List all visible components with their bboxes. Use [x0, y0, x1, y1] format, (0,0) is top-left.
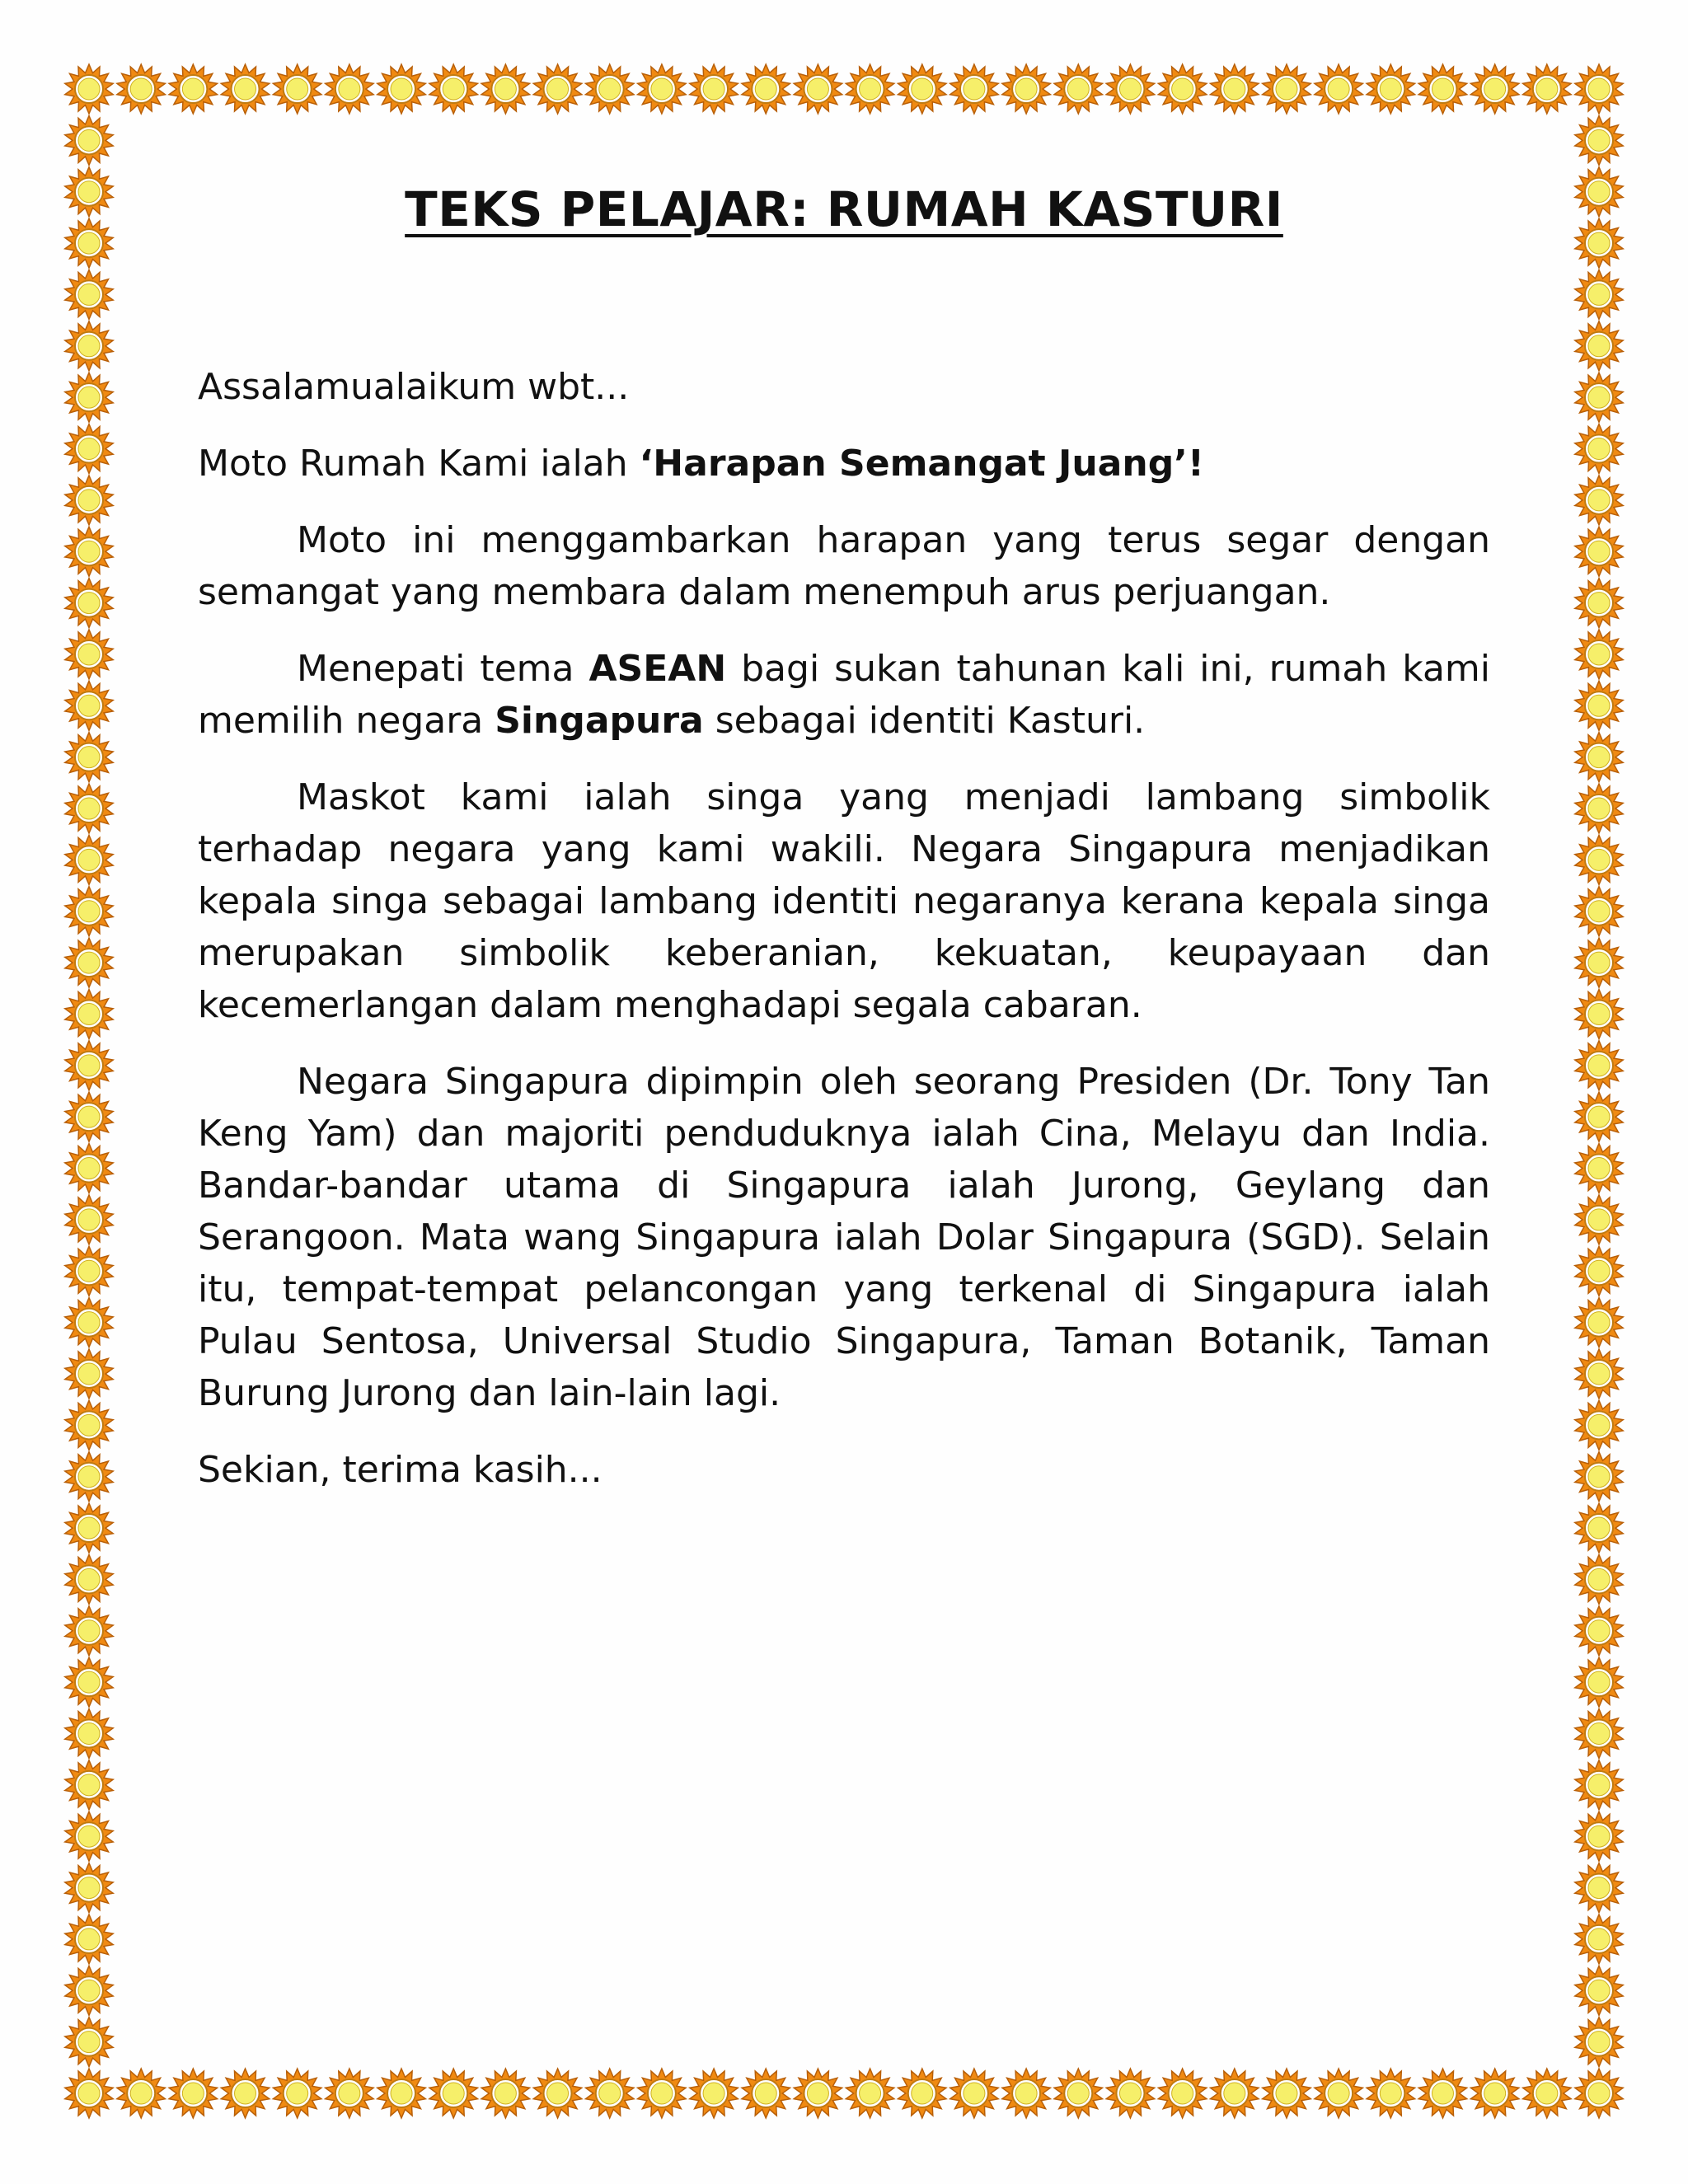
sunflower-icon: [65, 681, 113, 730]
sunflower-icon: [1575, 579, 1623, 628]
sunflower-icon: [169, 2069, 218, 2118]
greeting: Assalamualaikum wbt...: [198, 366, 630, 408]
document-body: [198, 181, 1490, 1521]
sunflower-icon: [1575, 1554, 1623, 1604]
sunflower-icon: [65, 115, 113, 165]
sunflower-icon: [65, 887, 113, 936]
sunflower-icon: [169, 64, 218, 114]
motto-line: [198, 438, 1490, 490]
sunflower-icon: [690, 2069, 738, 2118]
theme-text-3: sebagai identiti Kasturi.: [703, 700, 1146, 742]
sunflower-icon: [533, 2069, 582, 2118]
sunflower-icon: [1002, 2069, 1051, 2118]
sunflower-icon: [65, 1863, 113, 1913]
sunflower-icon: [1106, 2069, 1155, 2118]
sunflower-icon: [1575, 887, 1623, 936]
sunflower-icon: [273, 2069, 321, 2118]
sunflower-icon: [65, 1144, 113, 1193]
closing: Sekian, terima kasih...: [198, 1449, 603, 1491]
sunflower-icon: [1367, 64, 1415, 114]
sunflower-icon: [1575, 1092, 1623, 1141]
sunflower-icon: [1575, 2069, 1623, 2118]
sunflower-icon: [1523, 64, 1572, 114]
sunflower-icon: [950, 64, 999, 114]
sunflower-icon: [1211, 64, 1259, 114]
sunflower-icon: [117, 64, 166, 114]
theme-bold-asean: ASEAN: [588, 648, 727, 690]
sunflower-icon: [65, 784, 113, 833]
sunflower-icon: [533, 64, 582, 114]
sunflower-icon: [898, 64, 947, 114]
sunflower-icon: [1263, 2069, 1311, 2118]
sunflower-icon: [1575, 424, 1623, 474]
sunflower-icon: [1470, 2069, 1519, 2118]
sunflower-icon: [65, 630, 113, 679]
sunflower-icon: [1575, 630, 1623, 679]
sunflower-icon: [1575, 1606, 1623, 1656]
sunflower-icon: [1523, 2069, 1572, 2118]
sunflower-icon: [1470, 64, 1519, 114]
motto-prefix: Moto Rumah Kami ialah: [198, 443, 640, 485]
sunflower-icon: [1158, 64, 1207, 114]
sunflower-icon: [1575, 784, 1623, 833]
sunflower-icon: [586, 2069, 635, 2118]
theme-text-1: Menepati tema: [297, 648, 589, 690]
sunflower-icon: [1575, 835, 1623, 884]
sunflower-icon: [1575, 1709, 1623, 1759]
sunflower-icon: [65, 64, 113, 114]
sunflower-icon: [377, 64, 426, 114]
sunflower-icon: [65, 1606, 113, 1656]
sunflower-icon: [1575, 1298, 1623, 1347]
sunflower-icon: [65, 476, 113, 525]
sunflower-icon: [65, 1503, 113, 1553]
sunflower-icon: [273, 64, 321, 114]
sunflower-icon: [1315, 64, 1363, 114]
paragraph-singapore-facts: Negara Singapura dipimpin oleh seorang Presiden (Dr. Tony Tan Keng Yam) dan majoriti penduduknya ialah Cina, Melayu dan India. Bandar-bandar utama di Singapura ialah Jurong, Geylang dan Serangoon. Mata wang Singapura ialah Dolar Singapura (SGD). Selain itu, tempat-tempat pelancongan yang terkenal di Singapura ialah Pulau Sentosa, Universal Studio Singapura, Taman Botanik, Taman Burung Jurong dan lain-lain lagi.: [198, 1061, 1490, 1414]
theme-text-2: bagi sukan tahunan kali ini, rumah kami memilih negara: [198, 648, 1490, 742]
sunflower-icon: [117, 2069, 166, 2118]
sunflower-icon: [1367, 2069, 1415, 2118]
sunflower-icon: [1575, 373, 1623, 422]
sunflower-icon: [1575, 1246, 1623, 1296]
sunflower-icon: [1575, 64, 1623, 114]
sunflower-icon: [1575, 1195, 1623, 1244]
sunflower-icon: [481, 2069, 530, 2118]
sunflower-icon: [794, 64, 842, 114]
sunflower-icon: [65, 1041, 113, 1090]
sunflower-icon: [65, 167, 113, 217]
sunflower-icon: [1575, 2018, 1623, 2067]
sunflower-icon: [1263, 64, 1311, 114]
sunflower-icon: [65, 1915, 113, 1964]
sunflower-icon: [65, 424, 113, 474]
sunflower-icon: [794, 2069, 842, 2118]
paragraph-theme: [198, 643, 1490, 747]
sunflower-icon: [65, 269, 113, 319]
sunflower-icon: [1575, 269, 1623, 319]
sunflower-icon: [65, 1760, 113, 1810]
sunflower-icon: [1575, 1966, 1623, 2015]
sunflower-icon: [65, 373, 113, 422]
sunflower-icon: [65, 1554, 113, 1604]
sunflower-icon: [377, 2069, 426, 2118]
sunflower-icon: [846, 64, 894, 114]
sunflower-icon: [1575, 476, 1623, 525]
sunflower-icon: [1575, 1503, 1623, 1553]
sunflower-icon: [65, 1452, 113, 1502]
sunflower-icon: [1575, 1760, 1623, 1810]
sunflower-icon: [429, 64, 478, 114]
sunflower-icon: [65, 1092, 113, 1141]
sunflower-icon: [1575, 733, 1623, 782]
sunflower-icon: [898, 2069, 947, 2118]
sunflower-icon: [65, 1349, 113, 1399]
sunflower-icon: [65, 2018, 113, 2067]
sunflower-icon: [1211, 2069, 1259, 2118]
sunflower-icon: [65, 990, 113, 1039]
sunflower-icon: [221, 2069, 270, 2118]
sunflower-icon: [65, 2069, 113, 2118]
sunflower-icon: [1575, 1863, 1623, 1913]
sunflower-icon: [1575, 1041, 1623, 1090]
sunflower-icon: [481, 64, 530, 114]
sunflower-icon: [65, 1195, 113, 1244]
sunflower-icon: [65, 321, 113, 371]
sunflower-icon: [65, 938, 113, 987]
sunflower-icon: [65, 1246, 113, 1296]
sunflower-icon: [65, 1966, 113, 2015]
sunflower-icon: [1575, 218, 1623, 268]
paragraph-mascot: Maskot kami ialah singa yang menjadi lambang simbolik terhadap negara yang kami wakili. Negara Singapura menjadikan kepala singa sebagai lambang identiti negaranya kerana kepala singa merupakan simbolik keberanian, kekuatan, keupayaan dan kecemerlangan dalam menghadapi segala cabaran.: [198, 776, 1490, 1026]
sunflower-icon: [846, 2069, 894, 2118]
sunflower-icon: [65, 733, 113, 782]
sunflower-icon: [326, 2069, 374, 2118]
sunflower-icon: [742, 64, 790, 114]
sunflower-icon: [65, 1811, 113, 1861]
sunflower-icon: [65, 1657, 113, 1707]
sunflower-icon: [65, 1400, 113, 1450]
sunflower-icon: [1106, 64, 1155, 114]
sunflower-icon: [65, 1709, 113, 1759]
sunflower-icon: [638, 2069, 687, 2118]
sunflower-icon: [1575, 1144, 1623, 1193]
sunflower-icon: [1054, 64, 1103, 114]
sunflower-icon: [65, 835, 113, 884]
sunflower-icon: [1575, 1452, 1623, 1502]
sunflower-icon: [1315, 2069, 1363, 2118]
page-title: TEKS PELAJAR: RUMAH KASTURI: [405, 181, 1283, 237]
sunflower-icon: [1575, 1657, 1623, 1707]
sunflower-icon: [65, 527, 113, 576]
theme-bold-singapura: Singapura: [495, 700, 704, 742]
sunflower-icon: [1002, 64, 1051, 114]
motto-highlight: ‘Harapan Semangat Juang’!: [639, 443, 1204, 485]
sunflower-icon: [742, 2069, 790, 2118]
sunflower-icon: [1575, 1349, 1623, 1399]
sunflower-icon: [1575, 527, 1623, 576]
sunflower-icon: [1575, 167, 1623, 217]
sunflower-icon: [1575, 115, 1623, 165]
sunflower-icon: [950, 2069, 999, 2118]
sunflower-icon: [65, 579, 113, 628]
paragraph-motto-meaning: Moto ini menggambarkan harapan yang terus segar dengan semangat yang membara dalam menempuh arus perjuangan.: [198, 519, 1490, 613]
sunflower-icon: [221, 64, 270, 114]
sunflower-icon: [1575, 1915, 1623, 1964]
sunflower-icon: [1575, 990, 1623, 1039]
sunflower-icon: [1418, 64, 1467, 114]
sunflower-icon: [1575, 1811, 1623, 1861]
sunflower-icon: [1158, 2069, 1207, 2118]
sunflower-icon: [1418, 2069, 1467, 2118]
sunflower-icon: [65, 1298, 113, 1347]
sunflower-icon: [586, 64, 635, 114]
sunflower-icon: [429, 2069, 478, 2118]
sunflower-icon: [1575, 321, 1623, 371]
sunflower-icon: [1575, 681, 1623, 730]
sunflower-icon: [1575, 938, 1623, 987]
sunflower-icon: [65, 218, 113, 268]
sunflower-icon: [1054, 2069, 1103, 2118]
sunflower-icon: [638, 64, 687, 114]
sunflower-icon: [1575, 1400, 1623, 1450]
sunflower-icon: [326, 64, 374, 114]
sunflower-icon: [690, 64, 738, 114]
